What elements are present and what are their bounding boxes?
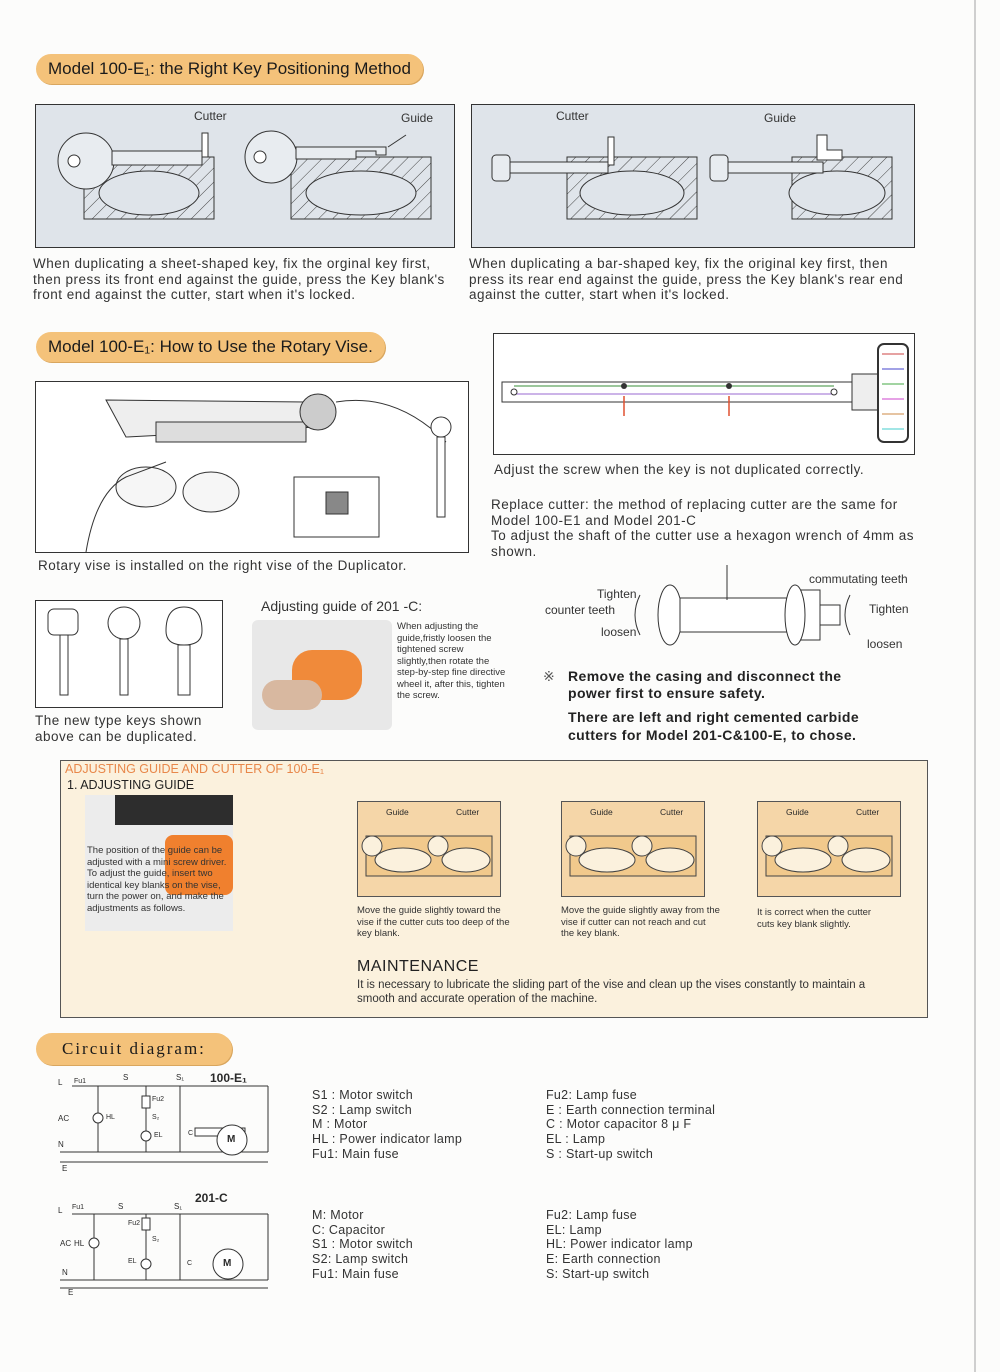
legend1-right-item: EL : Lamp [546,1132,606,1147]
rotary-vise-illustration [35,381,469,553]
new-keys-drawing [36,601,222,707]
section1-title: Model 100-E₁: the Right Key Positioning Method [36,54,423,84]
circuit2-legend-left [312,1208,413,1282]
rotary-vise-drawing [36,382,468,552]
screw-adjust-drawing [494,334,914,454]
guide-201-photo [252,620,392,730]
panel1-cutter-label: Cutter [456,807,480,817]
c1-S: S [123,1073,129,1082]
legend2-left-item: S2: Lamp switch [312,1252,409,1267]
c2-AC: AC [60,1239,72,1248]
warning-mark: ※ [543,668,555,684]
bar-key-diagram [471,104,915,248]
panel3-caption: It is correct when the cutter cuts key blank slightly. [757,907,872,930]
adjust-panel-2 [561,801,705,897]
safety-warning: Remove the casing and disconnect the power first to ensure safety. [568,668,842,701]
circuit1-model: 100-E₁ [210,1071,247,1085]
c1-S2: S₂ [152,1114,160,1121]
panel2-drawing [562,802,704,896]
bar-key-drawing [472,105,914,247]
c1-E: E [62,1164,68,1173]
adjusting-section-header: ADJUSTING GUIDE AND CUTTER OF 100-E₁ [65,762,325,776]
panel2-guide-label: Guide [590,807,613,817]
legend1-right-item: C : Motor capacitor 8 μ F [546,1117,692,1132]
circuit-title: Circuit diagram: [36,1033,232,1065]
c1-C: C [188,1130,194,1137]
adjust-panel-3 [757,801,901,897]
circuit2-model: 201-C [195,1191,228,1205]
c2-Fu2: Fu2 [128,1220,141,1227]
circuit2-legend-right [546,1208,693,1282]
cutter-shaft-diagram [545,560,925,660]
c1-M: M [227,1134,236,1145]
legend1-right-item: S : Start-up switch [546,1146,654,1161]
c2-Fu1: Fu1 [72,1204,85,1211]
c1-N: N [58,1140,64,1149]
loosen-label: loosen [601,625,637,639]
legend2-right-item: HL: Power indicator lamp [546,1237,693,1252]
new-keys-illustration [35,600,223,708]
panel1-guide-label: Guide [386,807,409,817]
new-keys-caption: The new type keys shown above can be duplicated. [35,713,202,744]
maintenance-text: It is necessary to lubricate the sliding part of the vise and clean up the vises constantly to maintain a smooth and accurate operation of the machine. [357,979,866,1005]
c1-HL: HL [106,1114,115,1121]
guide-201-title: Adjusting guide of 201 -C: [261,598,423,614]
legend1-right-item: E : Earth connection terminal [546,1102,716,1117]
c1-Fu2: Fu2 [152,1096,165,1103]
tighten-label: Tighten [597,587,637,601]
section2-title: Model 100-E₁: How to Use the Rotary Vise. [36,332,385,362]
bar-key-description: When duplicating a bar-shaped key, fix the original key first, then press its rear end against the guide, press the Key blank's rear end against the cutter, start when it's locked. [469,256,904,302]
c2-N: N [62,1268,68,1277]
sheet-key-drawing [36,105,454,247]
c2-M: M [223,1258,232,1269]
counter-teeth-label: counter teeth [545,603,616,617]
legend2-right-item: E: Earth connection [546,1252,661,1267]
page-edge [974,0,976,1372]
c2-EL: EL [128,1258,137,1265]
legend1-left-item: S2 : Lamp switch [312,1102,412,1117]
adjust-panel-1 [357,801,501,897]
c1-AC: AC [58,1114,70,1123]
cutter-label-2: Cutter [556,109,589,123]
tighten-label-2: Tighten [869,602,909,616]
guide-label: Guide [401,111,434,125]
legend1-left-item: HL : Power indicator lamp [312,1132,463,1147]
rotary-vise-caption: Rotary vise is installed on the right vise of the Duplicator. [38,558,407,573]
legend2-right-item: S: Start-up switch [546,1266,650,1281]
c1-Fu1: Fu1 [74,1078,87,1085]
circuit1-legend-right [546,1088,715,1162]
panel1-drawing [358,802,500,896]
maintenance-title: MAINTENANCE [357,958,479,975]
legend2-left-item: C: Capacitor [312,1222,386,1237]
loosen-label-2: loosen [867,637,903,651]
c2-S2: S₂ [152,1236,160,1243]
legend1-left-item: Fu1: Main fuse [312,1146,399,1161]
legend1-left-item: S1 : Motor switch [312,1088,413,1102]
hexagon-wrench-text: To adjust the shaft of the cutter use a hexagon wrench of 4mm as shown. [491,528,914,559]
panel1-caption: Move the guide slightly toward the vise if the cutter cuts too deep of the key blank. [357,905,510,939]
sheet-key-diagram [35,104,455,248]
panel3-cutter-label: Cutter [856,807,880,817]
c2-HL: HL [74,1239,85,1248]
screw-caption: Adjust the screw when the key is not duplicated correctly. [494,462,865,477]
replace-cutter-text: Replace cutter: the method of replacing cutter are the same for Model 100-E1 and Model 201-C [491,497,898,528]
sheet-key-description: When duplicating a sheet-shaped key, fix the orginal key first, then press its front end against the guide, press the Key blank's front end against the cutter, start when it's locked. [33,256,445,302]
c2-S: S [118,1202,124,1211]
panel3-drawing [758,802,900,896]
adjusting-photo-text: The position of the guide can be adjusted with a mini screw driver. To adjust the guide, insert two identical key blanks on the vise, turn the power on, and make the adjustments as follows. [87,845,227,914]
legend2-left-item: Fu1: Main fuse [312,1266,399,1281]
c2-C: C [187,1260,193,1267]
c2-E: E [68,1288,74,1297]
circuit-diagram-201c [50,1188,280,1298]
c2-S1: S₁ [174,1202,183,1211]
panel3-guide-label: Guide [786,807,809,817]
circuit1-legend-left [312,1088,462,1162]
c1-S1: S₁ [176,1073,185,1082]
legend2-left-item: M: Motor [312,1208,364,1222]
legend2-right-item: Fu2: Lamp fuse [546,1208,638,1222]
legend2-left-item: S1 : Motor switch [312,1237,413,1252]
adjusting-guide-subheader: 1. ADJUSTING GUIDE [67,778,195,792]
c2-L: L [58,1206,63,1215]
commutating-teeth-label: commutating teeth [809,572,908,586]
carbide-cutter-note: There are left and right cemented carbide cutters for Model 201-C&100-E, to chose. [568,709,860,743]
adjusting-photo [85,795,233,931]
legend2-right-item: EL: Lamp [546,1222,602,1237]
circuit-diagram-100e1 [50,1068,280,1178]
cutter-label: Cutter [194,109,227,123]
legend1-left-item: M : Motor [312,1117,368,1132]
panel2-cutter-label: Cutter [660,807,684,817]
legend1-right-item: Fu2: Lamp fuse [546,1088,638,1102]
adjusting-guide-section [60,760,928,1018]
circuit2-wiring [50,1188,280,1298]
panel2-caption: Move the guide slightly away from the vise if cutter can not reach and cut the key blank. [561,905,720,939]
c1-EL: EL [154,1132,163,1139]
c1-L: L [58,1078,63,1087]
guide-label-2: Guide [764,111,797,125]
guide-201-text: When adjusting the guide,fristly loosen the tightened screw slightly,then rotate the step-by-step fine directive wheel it, after this, tighten the screw. [397,621,506,701]
screw-adjust-diagram [493,333,915,455]
